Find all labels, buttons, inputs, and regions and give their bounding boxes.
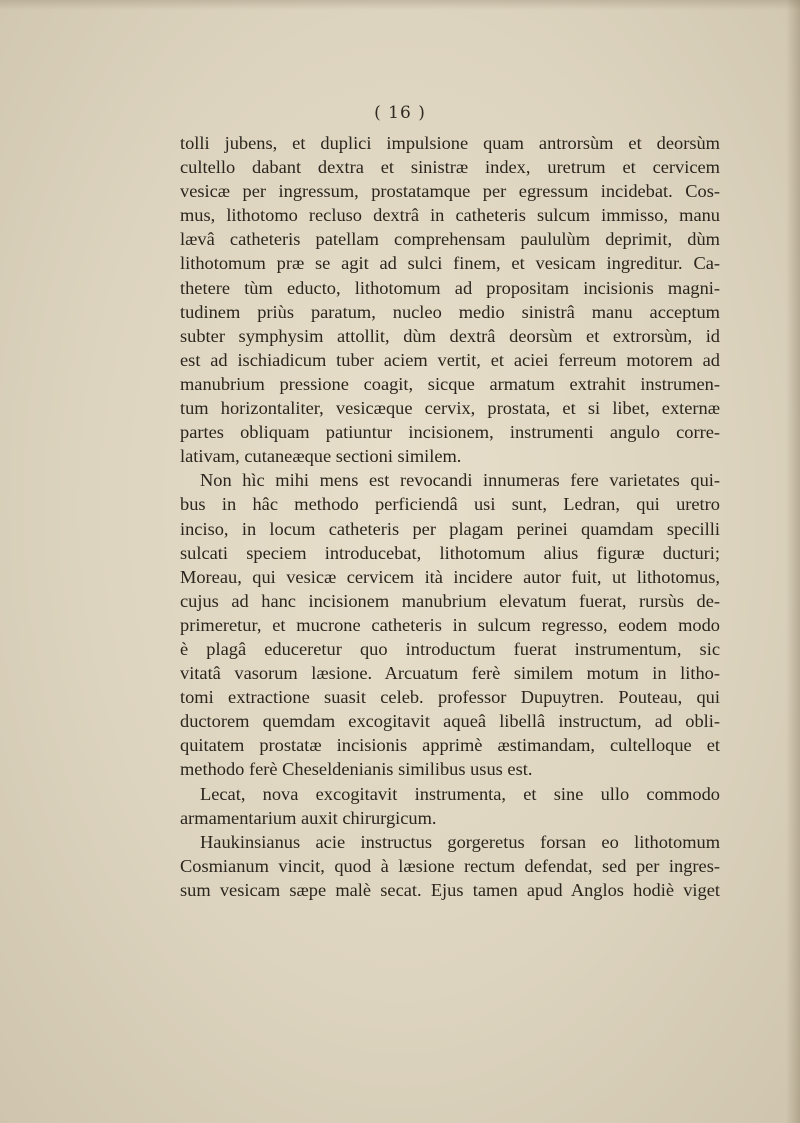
text-line: methodo ferè Cheseldenianis similibus usus est. [180,759,533,780]
text-line: bus in hâc methodo perficiendâ usi sunt, Ledran, qui uretro [180,494,720,515]
text-line: tolli jubens, et duplici impulsione quam antrorsùm et deorsùm [180,133,720,153]
body-text [180,131,720,902]
text-line: primeretur, et mucrone catheteris in sulcum regresso, eodem modo [180,614,720,635]
text-line: manubrium pressione coagit, sicque armatum extrahit instrumen- [180,373,720,394]
text-line: Lecat, nova excogitavit instrumenta, et sine ullo commodo [200,783,720,804]
text-line: thetere tùm educto, lithotomum ad propositam incisionis magni- [180,277,720,298]
text-line: è plagâ educeretur quo introductum fuerat instrumentum, sic [180,638,720,659]
text-line: lithotomum præ se agit ad sulci finem, et vesicam ingreditur. Ca- [180,253,720,274]
paragraph-4 [180,830,720,902]
right-edge-shadow [786,0,800,1123]
text-line: vesicæ per ingressum, prostatamque per egressum incidebat. Cos- [180,181,720,202]
paragraph-2 [180,468,720,781]
text-line: vitatâ vasorum læsione. Arcuatum ferè similem motum in litho- [180,663,720,684]
text-line: partes obliquam patiuntur incisionem, instrumenti angulo corre- [180,422,720,443]
text-line: lævâ catheteris patellam comprehensam paululùm deprimit, dùm [180,229,720,250]
text-line: quitatem prostatæ incisionis apprimè æstimandam, cultelloque et [180,735,720,756]
top-edge-shadow [0,0,800,10]
text-line: inciso, in locum catheteris per plagam perinei quamdam specilli [180,518,720,539]
text-line: lativam, cutaneæque sectioni similem. [180,446,462,467]
text-line: tomi extractione suasit celeb. professor Dupuytren. Pouteau, qui [180,687,720,708]
text-line: Haukinsianus acie instructus gorgeretus forsan eo lithotomum [200,831,720,852]
paragraph-1 [180,131,720,468]
page-number: ( 16 ) [374,103,426,123]
text-line: cultello dabant dextra et sinistræ index, uretrum et cervicem [180,157,720,178]
text-line: cujus ad hanc incisionem manubrium elevatum fuerat, rursùs de- [180,590,720,611]
text-line: subter symphysim attollit, dùm dextrâ deorsùm et extrorsùm, id [180,325,720,346]
text-line: sum vesicam sæpe malè secat. Ejus tamen apud Anglos hodiè viget [180,879,720,900]
text-line: est ad ischiadicum tuber aciem vertit, et aciei ferreum motorem ad [180,349,720,370]
text-line: tudinem priùs paratum, nucleo medio sinistrâ manu acceptum [180,301,720,322]
text-line: ductorem quemdam excogitavit aqueâ libellâ instructum, ad obli- [180,711,720,732]
text-line: Moreau, qui vesicæ cervicem ità incidere autor fuit, ut lithotomus, [180,566,720,587]
text-line: armamentarium auxit chirurgicum. [180,807,437,828]
text-line: Non hìc mihi mens est revocandi innumeras fere varietates qui- [200,470,720,491]
text-line: tum horizontaliter, vesicæque cervix, prostata, et si libet, externæ [180,398,720,419]
paragraph-3 [180,782,720,830]
text-line: mus, lithotomo recluso dextrâ in catheteris sulcum immisso, manu [180,205,720,226]
text-line: sulcati speciem introducebat, lithotomum alius figuræ ducturi; [180,542,720,563]
text-line: Cosmianum vincit, quod à læsione rectum defendat, sed per ingres- [180,855,720,876]
